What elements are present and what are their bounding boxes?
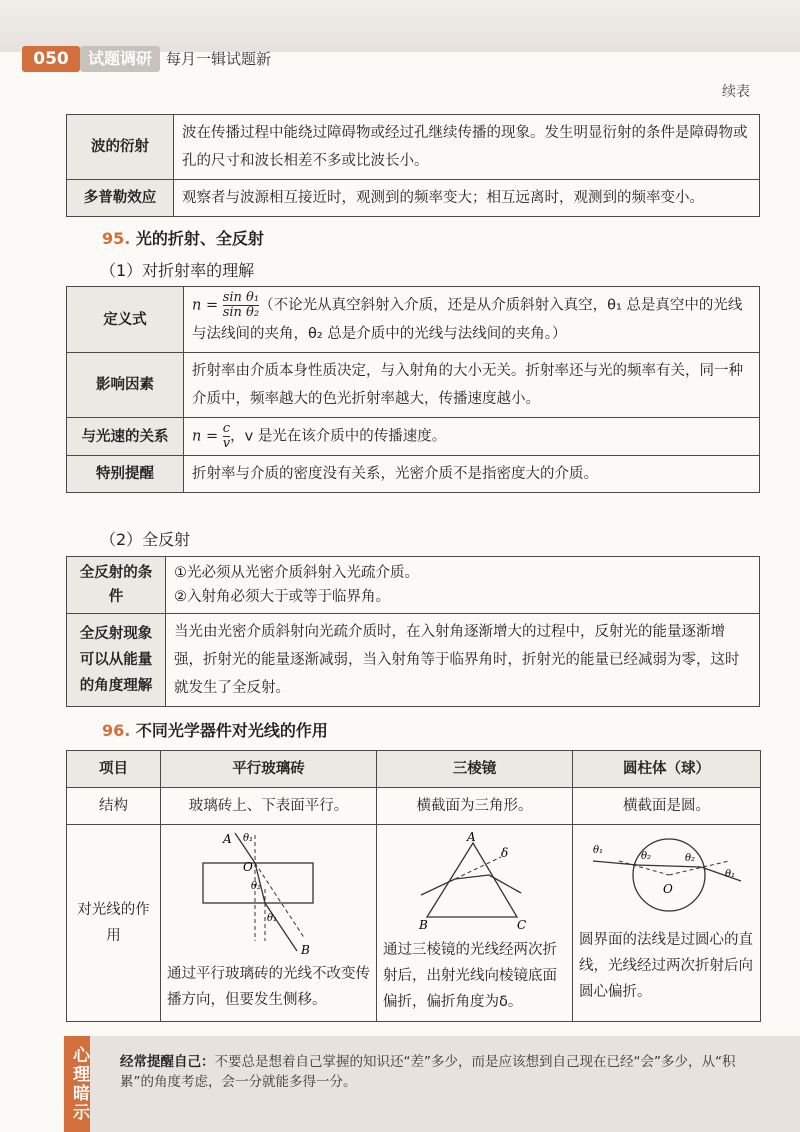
table-row (67, 353, 760, 418)
speed-cell: n = $\frac{c}{v}$ ，v 是光在该介质中的传播速度。 (184, 418, 760, 456)
cylinder-cell (573, 825, 761, 1022)
row-label: 定义式 (67, 287, 184, 353)
column-header: 项目 (67, 751, 161, 788)
sub-heading-1: （1）对折射率的理解 (100, 261, 255, 280)
glass-slab-diagram (167, 831, 367, 955)
label-B: B (419, 918, 428, 931)
page-number: 050 (22, 46, 80, 72)
table-row (67, 418, 760, 456)
table-row (67, 115, 760, 180)
normal-line (669, 861, 729, 875)
refraction-table (66, 286, 760, 493)
row-label: 特别提醒 (67, 456, 184, 493)
sub-heading-2: （2）全反射 (100, 530, 191, 549)
row-label: 影响因素 (67, 353, 184, 418)
normal-line (619, 861, 669, 875)
waves-table (66, 114, 760, 217)
column-header: 平行玻璃砖 (161, 751, 377, 788)
refractive-index-formula: $\frac{\text{sin θ₁}}{\text{sin θ₂}}$ (222, 290, 260, 320)
definition-cell: n = $\frac{\text{sin θ₁}}{\text{sin θ₂}}$ （不论光从真空斜射入介质，还是从介质斜射入真空，θ₁ 总是真空中的光线与法线间的夹角，θ₂ 总是介质中的光线与法线间的夹角。） (184, 287, 760, 353)
label-O: O (243, 860, 253, 874)
refracted-ray (455, 875, 489, 879)
table-row (67, 456, 760, 493)
row-label: 对光线的作用 (67, 825, 161, 1022)
effect-text: 通过平行玻璃砖的光线不改变传播方向，但要发生侧移。 (167, 966, 370, 1008)
table-row (67, 825, 761, 1022)
label-theta2: θ₂ (251, 881, 262, 892)
label-delta: δ (501, 846, 509, 860)
table-row (67, 614, 760, 707)
footer-text: 经常提醒自己：不要总是想着自己掌握的知识还“差”多少，而是应该想到自己现在已经“会”多少，从“积累”的角度考虑，会一分就能多得一分。 (120, 1054, 736, 1090)
row-label: 结构 (67, 788, 161, 825)
effect-text: 通过三棱镜的光线经两次折射后，出射光线向棱镜底面偏折，偏折角度为δ。 (383, 942, 557, 1010)
column-header: 三棱镜 (377, 751, 573, 788)
row-label: 多普勒效应 (67, 180, 174, 217)
series-title: 每月一辑试题新 (166, 50, 272, 68)
table-row (67, 287, 760, 353)
label-B: B (301, 943, 310, 955)
effect-text: 圆界面的法线是过圆心的直线，光线经过两次折射后向圆心偏折。 (579, 932, 753, 1000)
row-label: 波的衍射 (67, 115, 174, 180)
label-theta2: θ₂ (685, 853, 696, 864)
label-theta1: θ₁ (243, 833, 254, 844)
label-O: O (663, 882, 673, 896)
label-A: A (223, 832, 232, 846)
devices-table (66, 750, 761, 1022)
prism-cell (377, 825, 573, 1022)
incident-ray (421, 879, 455, 895)
speed-formula: $\frac{c}{v}$ (222, 421, 231, 451)
section-badge: 试题调研 (80, 46, 160, 72)
table-row (67, 180, 760, 217)
refracted-ray (637, 865, 701, 867)
table-row (67, 788, 761, 825)
table-row (67, 557, 760, 614)
label-theta2: θ₂ (641, 851, 652, 862)
structure-cell: 横截面是圆。 (573, 788, 761, 825)
row-label: 全反射的条件 (67, 557, 166, 614)
section-96-heading: 96. 不同光学器件对光线的作用 (102, 721, 328, 740)
prism-diagram (383, 831, 565, 931)
structure-cell: 横截面为三角形。 (377, 788, 573, 825)
label-A: A (467, 831, 476, 844)
extension-line (255, 863, 305, 939)
label-theta1: θ₁ (593, 845, 604, 856)
conditions-cell (166, 557, 760, 614)
row-content: 当光由光密介质斜射向光疏介质时，在入射角逐渐增大的过程中，反射光的能量逐渐增强，折射光的能量逐渐减弱，当入射角等于临界角时，折射光的能量已经减弱为零，这时就发生了全反射。 (166, 614, 760, 707)
header-bar (0, 0, 800, 52)
structure-cell: 玻璃砖上、下表面平行。 (161, 788, 377, 825)
total-reflection-table (66, 556, 760, 707)
label-theta1-out: θ₁ (267, 913, 278, 924)
row-label: 全反射现象可以从能量的角度理解 (67, 614, 166, 707)
condition-2: ②入射角必须大于或等于临界角。 (174, 589, 390, 605)
footer-tab: 心理暗示 (64, 1036, 90, 1132)
cylinder-diagram (579, 831, 753, 917)
emergent-ray (489, 875, 521, 893)
condition-1: ①光必须从光密介质斜射入光疏介质。 (174, 565, 419, 581)
row-content: 观察者与波源相互接近时，观测到的频率变大；相互远离时，观测到的频率变小。 (174, 180, 760, 217)
column-header: 圆柱体（球） (573, 751, 761, 788)
label-theta1: θ₁ (725, 869, 736, 880)
section-95-heading: 95. 光的折射、全反射 (102, 229, 264, 248)
label-C: C (517, 918, 527, 931)
incident-ray (593, 861, 637, 865)
row-content: 波在传播过程中能绕过障碍物或经过孔继续传播的现象。发生明显衍射的条件是障碍物或孔的尺寸和波长相差不多或比波长小。 (174, 115, 760, 180)
emergent-ray (265, 903, 297, 951)
row-label: 与光速的关系 (67, 418, 184, 456)
glass-slab-cell (161, 825, 377, 1022)
continued-label: 续表 (722, 84, 750, 100)
row-content: 折射率与介质的密度没有关系，光密介质不是指密度大的介质。 (184, 456, 760, 493)
table-header-row (67, 751, 761, 788)
row-content: 折射率由介质本身性质决定，与入射角的大小无关。折射率还与光的频率有关，同一种介质中，频率越大的色光折射率越大，传播速度越小。 (184, 353, 760, 418)
